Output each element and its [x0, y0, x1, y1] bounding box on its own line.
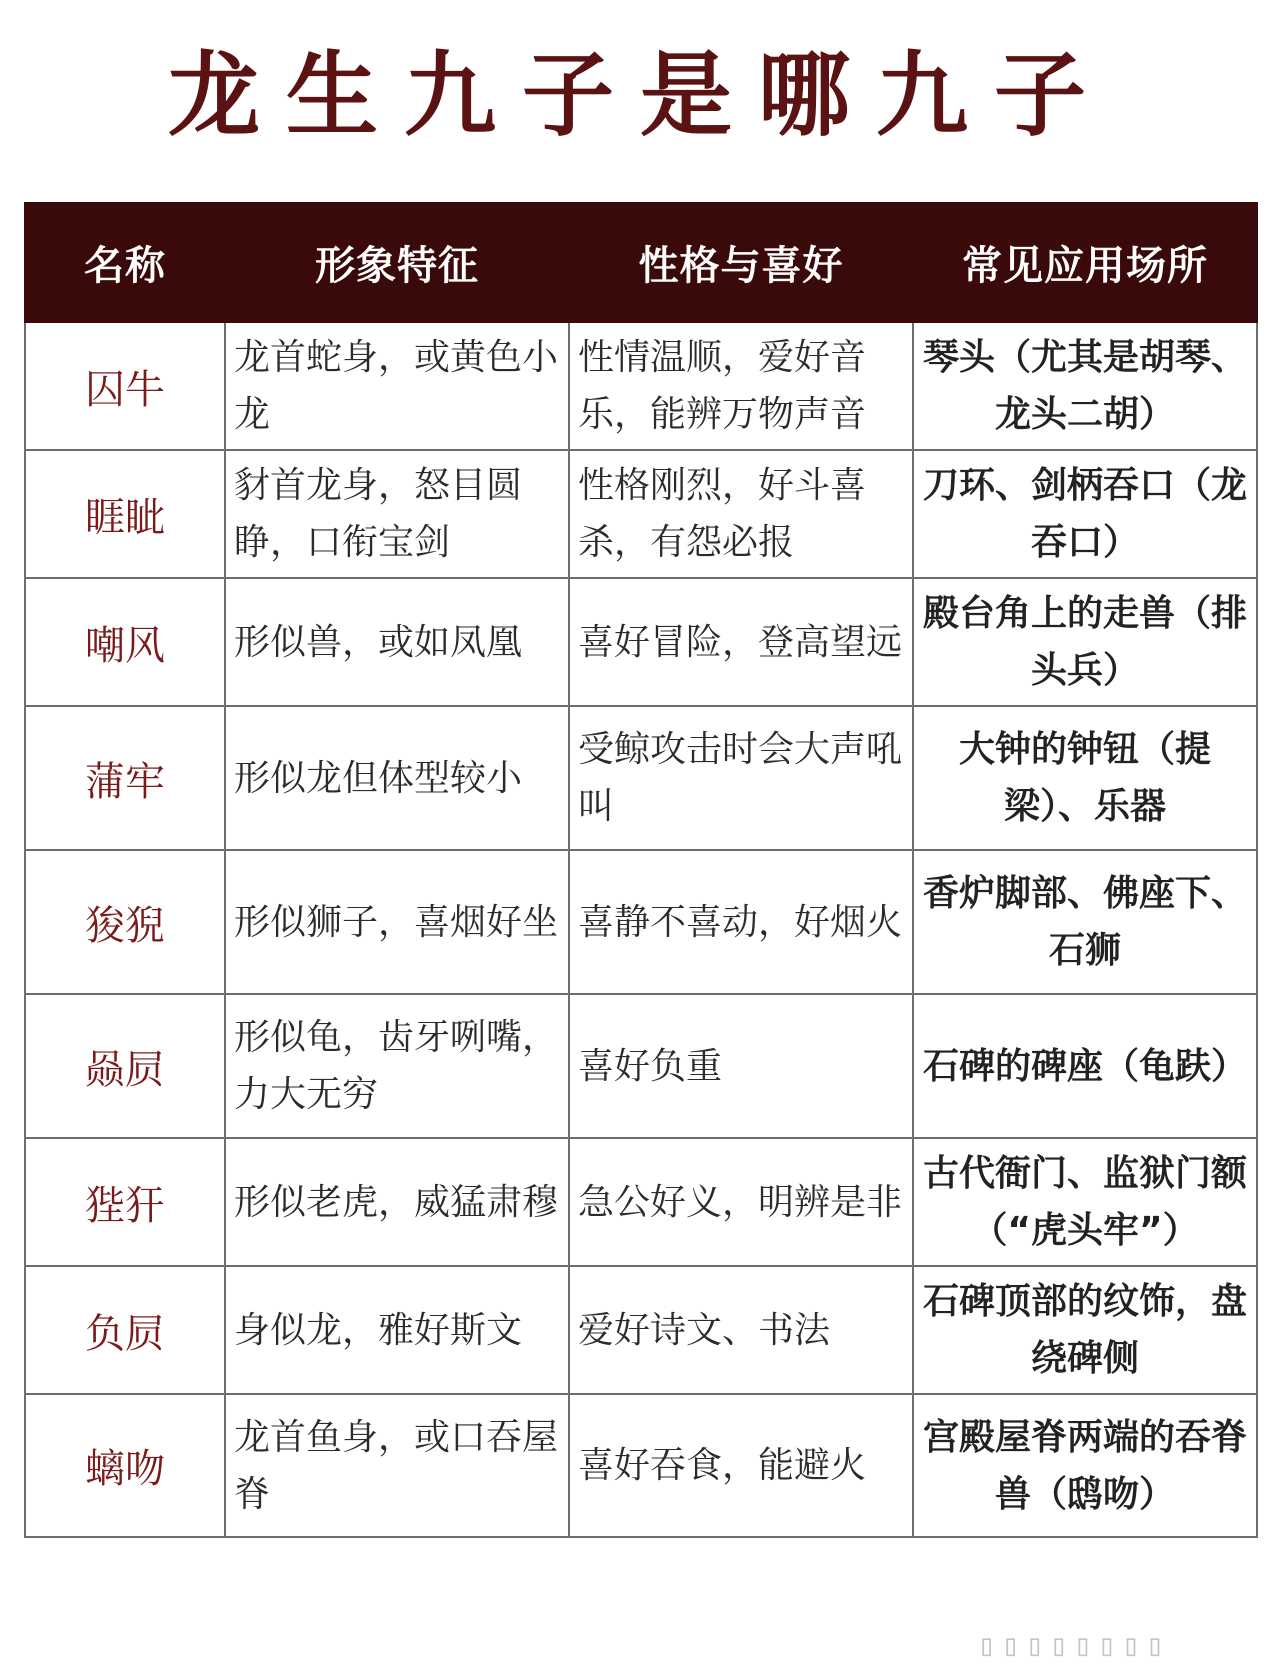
cell-usage: 大钟的钟钮（提梁）、乐器: [913, 706, 1257, 850]
table-row: [25, 706, 1257, 850]
column-header-feature: 形象特征: [225, 203, 569, 322]
cell-personality: 喜好冒险，登高望远: [569, 578, 913, 706]
cell-feature: 形似狮子，喜烟好坐: [225, 850, 569, 994]
cell-feature: 身似龙，雅好斯文: [225, 1266, 569, 1394]
cell-name: 囚牛: [25, 322, 225, 450]
cell-usage: 石碑的碑座（龟趺）: [913, 994, 1257, 1138]
cell-personality: 喜好负重: [569, 994, 913, 1138]
cell-name: 嘲风: [25, 578, 225, 706]
watermark: ▯▯▯▯▯▯▯▯: [977, 1628, 1170, 1663]
column-header-personality: 性格与喜好: [569, 203, 913, 322]
cell-personality: 性情温顺，爱好音乐，能辨万物声音: [569, 322, 913, 450]
column-header-name: 名称: [25, 203, 225, 322]
cell-usage: 香炉脚部、佛座下、石狮: [913, 850, 1257, 994]
cell-name: 负屃: [25, 1266, 225, 1394]
table-row: [25, 1394, 1257, 1537]
cell-feature: 豺首龙身，怒目圆睁，口衔宝剑: [225, 450, 569, 578]
cell-personality: 急公好义，明辨是非: [569, 1138, 913, 1266]
table-row: [25, 1266, 1257, 1394]
cell-usage: 石碑顶部的纹饰，盘绕碑侧: [913, 1266, 1257, 1394]
cell-feature: 龙首鱼身，或口吞屋脊: [225, 1394, 569, 1537]
page-title: 龙生九子是哪九子: [167, 41, 1112, 149]
cell-personality: 喜静不喜动，好烟火: [569, 850, 913, 994]
cell-name: 螭吻: [25, 1394, 225, 1537]
table-row: [25, 578, 1257, 706]
cell-name: 睚眦: [25, 450, 225, 578]
table-row: [25, 994, 1257, 1138]
cell-feature: 形似龙但体型较小: [225, 706, 569, 850]
table-row: [25, 1138, 1257, 1266]
table-header-row: [25, 203, 1257, 322]
table-row: [25, 450, 1257, 578]
cell-name: 蒲牢: [25, 706, 225, 850]
cell-name: 狴犴: [25, 1138, 225, 1266]
column-header-usage: 常见应用场所: [913, 203, 1257, 322]
cell-name: 狻猊: [25, 850, 225, 994]
cell-feature: 龙首蛇身，或黄色小龙: [225, 322, 569, 450]
cell-personality: 爱好诗文、书法: [569, 1266, 913, 1394]
cell-feature: 形似兽，或如凤凰: [225, 578, 569, 706]
cell-personality: 喜好吞食，能避火: [569, 1394, 913, 1537]
cell-usage: 殿台角上的走兽（排头兵）: [913, 578, 1257, 706]
table-row: [25, 322, 1257, 450]
cell-feature: 形似龟，齿牙咧嘴，力大无穷: [225, 994, 569, 1138]
table-row: [25, 850, 1257, 994]
cell-feature: 形似老虎，威猛肃穆: [225, 1138, 569, 1266]
cell-personality: 性格刚烈，好斗喜杀，有怨必报: [569, 450, 913, 578]
cell-name: 赑屃: [25, 994, 225, 1138]
dragon-sons-table: [24, 202, 1258, 1538]
cell-usage: 宫殿屋脊两端的吞脊兽（鸱吻）: [913, 1394, 1257, 1537]
cell-usage: 刀环、剑柄吞口（龙吞口）: [913, 450, 1257, 578]
cell-usage: 琴头（尤其是胡琴、龙头二胡）: [913, 322, 1257, 450]
cell-usage: 古代衙门、监狱门额（“虎头牢”）: [913, 1138, 1257, 1266]
cell-personality: 受鲸攻击时会大声吼叫: [569, 706, 913, 850]
